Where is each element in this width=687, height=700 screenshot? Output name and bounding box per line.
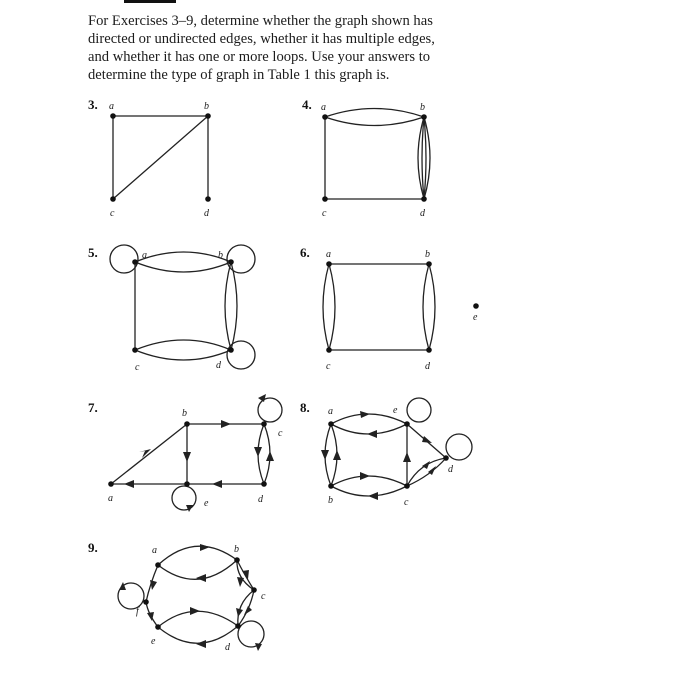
vertex-label: a [108, 493, 113, 504]
vertex-label: d [258, 494, 263, 505]
vertex-d [235, 623, 241, 629]
arrowhead [367, 430, 377, 438]
vertex-label: c [261, 591, 266, 602]
graph-exercise-6 [300, 245, 479, 372]
exercise-number: 8. [300, 400, 310, 415]
loop-d [446, 434, 472, 460]
arrowhead [254, 447, 262, 457]
edge-a-b [135, 262, 231, 272]
edge-b-a [158, 560, 237, 579]
vertex-e [404, 421, 410, 427]
vertex-e [473, 303, 479, 309]
graph-exercise-3 [88, 97, 211, 219]
vertex-label: a [326, 249, 331, 260]
vertex-d [421, 196, 427, 202]
arrowhead [321, 450, 329, 460]
vertex-label: c [278, 428, 283, 439]
edge-a-b [325, 109, 424, 118]
instruction-line: and whether it has one or more loops. Use your answers to [88, 49, 431, 65]
vertex-label: a [152, 545, 157, 556]
vertex-b [184, 421, 190, 427]
graph-exercise-7 [88, 394, 283, 512]
arrowhead [255, 643, 262, 651]
edge-a-c [323, 264, 329, 350]
edge-b-c [331, 476, 407, 486]
arrowhead [200, 544, 210, 551]
vertex-label: a [109, 101, 114, 112]
vertex-label: b [425, 249, 430, 260]
edge-c-d [407, 458, 446, 486]
exercise-number: 4. [302, 97, 312, 112]
graph-exercise-9 [88, 540, 266, 653]
vertex-label: c [110, 208, 115, 219]
vertex-label: b [328, 495, 333, 506]
vertex-label: b [420, 102, 425, 113]
loop-e [407, 398, 431, 422]
edge-b-d [429, 264, 435, 350]
vertex-a [155, 562, 161, 568]
arrowhead [124, 480, 134, 488]
graph-exercise-4 [302, 97, 430, 219]
loop-b [227, 245, 255, 273]
vertex-label: a [328, 406, 333, 417]
arrowhead [360, 472, 370, 480]
vertex-b [426, 261, 432, 267]
arrowhead [119, 582, 126, 590]
arrowhead [403, 452, 411, 462]
vertex-a [322, 114, 328, 120]
edge-c-d [135, 350, 231, 360]
vertex-d [426, 347, 432, 353]
vertex-a [132, 259, 138, 265]
vertex-label: d [425, 361, 430, 372]
exercise-number: 6. [300, 245, 310, 260]
vertex-a [108, 481, 114, 487]
loop-d [227, 341, 255, 369]
vertex-c [404, 483, 410, 489]
vertex-b [234, 557, 240, 563]
edge-c-b [331, 486, 407, 496]
arrowhead [212, 480, 222, 488]
exercise-number: 7. [88, 400, 98, 415]
vertex-label: b [218, 250, 223, 261]
vertex-c [110, 196, 116, 202]
edge-e-d [158, 611, 238, 627]
exercise-number: 5. [88, 245, 98, 260]
arrowhead [333, 450, 341, 460]
arrowhead [237, 577, 244, 587]
arrowhead [242, 570, 249, 579]
arrowhead [150, 580, 157, 590]
vertex-label: e [393, 405, 398, 416]
edge-a-b [135, 252, 231, 262]
vertex-d [443, 455, 449, 461]
vertex-b [421, 114, 427, 120]
vertex-label: b [204, 101, 209, 112]
arrowhead [266, 451, 274, 461]
edge-b-d [231, 262, 237, 350]
loop-a [110, 245, 138, 273]
vertex-b [205, 113, 211, 119]
vertex-e [155, 624, 161, 630]
edge-a-b [325, 117, 424, 126]
vertex-f [143, 599, 149, 605]
vertex-label: c [326, 361, 331, 372]
edge-e-a [331, 424, 407, 434]
vertex-label: e [151, 636, 156, 647]
edge-b-d [225, 262, 231, 350]
arrowhead [183, 452, 191, 462]
arrowhead [196, 574, 206, 582]
vertex-e [184, 481, 190, 487]
edge-b-d [423, 264, 429, 350]
edge-a-b [158, 546, 237, 565]
edge-a-c [329, 264, 335, 350]
vertex-c [322, 196, 328, 202]
vertex-label: d [216, 360, 221, 371]
vertex-label: f [136, 606, 139, 617]
arrowhead [186, 505, 193, 512]
vertex-label: d [225, 642, 230, 653]
edge-b-d [424, 117, 426, 199]
exercise-number: 3. [88, 97, 98, 112]
vertex-label: d [420, 208, 425, 219]
arrowhead [360, 411, 370, 418]
instruction-line: directed or undirected edges, whether it has multiple edges, [88, 31, 435, 47]
vertex-label: e [204, 498, 209, 509]
vertex-c [326, 347, 332, 353]
instruction-line: determine the type of graph in Table 1 this graph is. [88, 67, 390, 83]
arrowhead [368, 492, 378, 500]
arrowhead [422, 436, 432, 443]
vertex-c [251, 587, 257, 593]
vertex-a [326, 261, 332, 267]
vertex-b [228, 259, 234, 265]
vertex-label: c [135, 362, 140, 373]
vertex-label: b [234, 544, 239, 555]
arrowhead [221, 420, 231, 428]
exercise-number: 9. [88, 540, 98, 555]
vertex-c [132, 347, 138, 353]
edge-c-d [135, 340, 231, 350]
vertex-label: b [182, 408, 187, 419]
loop-d [238, 621, 264, 647]
vertex-a [110, 113, 116, 119]
vertex-label: d [448, 464, 453, 475]
edge-b-c [113, 116, 208, 199]
arrowhead [190, 607, 200, 615]
edge-b-d [422, 117, 424, 199]
arrowhead [196, 640, 206, 648]
vertex-label: c [322, 208, 327, 219]
vertex-a [328, 421, 334, 427]
arrowhead [236, 608, 243, 617]
vertex-d [261, 481, 267, 487]
loop-e [172, 486, 196, 510]
arrowhead [244, 606, 252, 615]
graph-exercise-8 [300, 398, 472, 508]
instruction-line: For Exercises 3–9, determine whether the graph shown has [88, 13, 433, 29]
vertex-label: e [473, 312, 478, 323]
graph-exercise-5 [88, 245, 255, 373]
vertex-label: c [404, 497, 409, 508]
vertex-b [328, 483, 334, 489]
loop-c [258, 398, 282, 422]
edge-d-e [158, 626, 238, 643]
vertex-label: a [321, 102, 326, 113]
vertex-label: a [142, 250, 147, 261]
edge-a-b [111, 424, 187, 484]
vertex-c [261, 421, 267, 427]
vertex-label: d [204, 208, 209, 219]
vertex-d [205, 196, 211, 202]
edge-c-d [407, 458, 446, 486]
vertex-d [228, 347, 234, 353]
